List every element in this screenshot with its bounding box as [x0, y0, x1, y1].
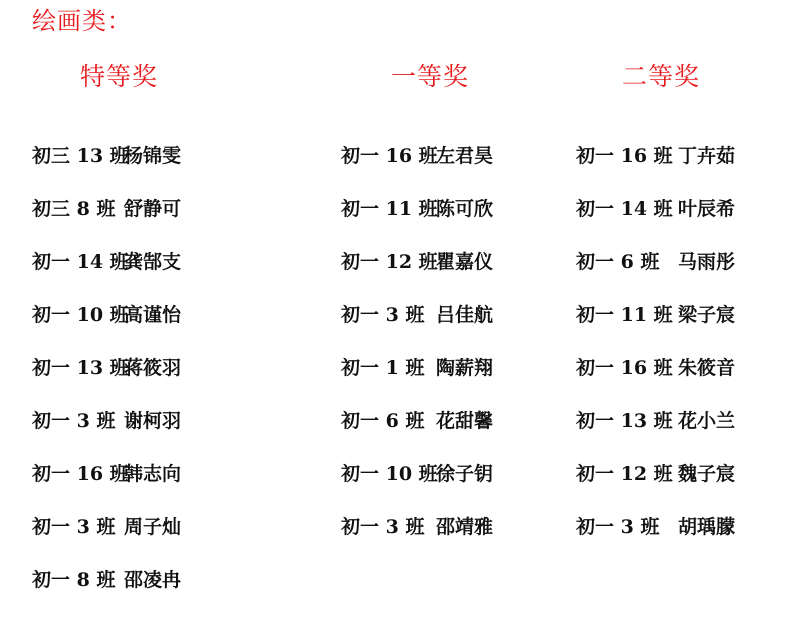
student-name: 周子灿	[124, 516, 182, 538]
winner-entry	[576, 142, 736, 195]
class-label: 初一 11 班	[341, 198, 438, 220]
student-name: 舒静可	[124, 198, 182, 220]
class-label: 初一 10 班	[32, 304, 129, 326]
student-name: 谢柯羽	[124, 410, 182, 432]
winner-entry	[341, 407, 494, 460]
student-name: 杨锦雯	[124, 145, 182, 167]
student-name: 瞿嘉仪	[436, 251, 494, 273]
student-name: 高谨怡	[124, 304, 182, 326]
class-label: 初一 3 班	[341, 516, 425, 538]
class-label: 初三 13 班	[32, 145, 129, 167]
winner-entry	[576, 195, 736, 248]
student-name: 吕佳航	[436, 304, 494, 326]
class-label: 初一 6 班	[341, 410, 425, 432]
winner-entry	[32, 142, 182, 195]
winner-entry	[341, 513, 494, 566]
winner-entry	[341, 301, 494, 354]
winner-entry	[32, 301, 182, 354]
winner-entry	[576, 460, 736, 513]
class-label: 初一 12 班	[576, 463, 673, 485]
class-label: 初一 16 班	[576, 145, 673, 167]
class-label: 初一 3 班	[341, 304, 425, 326]
class-label: 初一 16 班	[32, 463, 129, 485]
winner-entry	[576, 301, 736, 354]
winner-entry	[341, 142, 494, 195]
student-name: 胡瑀朦	[678, 516, 736, 538]
student-name: 陈可欣	[436, 198, 494, 220]
class-label: 初三 8 班	[32, 198, 116, 220]
winner-entry	[32, 407, 182, 460]
class-label: 初一 3 班	[32, 516, 116, 538]
winner-entry	[32, 354, 182, 407]
student-name: 左君昊	[436, 145, 494, 167]
class-label: 初一 14 班	[576, 198, 673, 220]
winner-entry	[32, 513, 182, 566]
winner-entry	[576, 407, 736, 460]
award-header-special: 特等奖	[80, 62, 159, 91]
category-title: 绘画类：	[32, 7, 132, 35]
award-header-second: 二等奖	[622, 62, 701, 91]
winner-entry	[576, 354, 736, 407]
student-name: 陶薪翔	[436, 357, 494, 379]
class-label: 初一 11 班	[576, 304, 673, 326]
student-name: 梁子宸	[678, 304, 736, 326]
class-label: 初一 13 班	[32, 357, 129, 379]
student-name: 龚郜支	[124, 251, 182, 273]
class-label: 初一 6 班	[576, 251, 660, 273]
class-label: 初一 3 班	[32, 410, 116, 432]
winner-list-second	[576, 142, 736, 566]
class-label: 初一 3 班	[576, 516, 660, 538]
student-name: 丁卉茹	[678, 145, 736, 167]
student-name: 蒋筱羽	[124, 357, 182, 379]
student-name: 邵靖雅	[436, 516, 494, 538]
student-name: 花小兰	[678, 410, 736, 432]
class-label: 初一 10 班	[341, 463, 438, 485]
class-label: 初一 16 班	[341, 145, 438, 167]
student-name: 朱筱音	[678, 357, 736, 379]
winner-entry	[32, 566, 182, 619]
class-label: 初一 1 班	[341, 357, 425, 379]
class-label: 初一 8 班	[32, 569, 116, 591]
student-name: 马雨彤	[678, 251, 736, 273]
winner-entry	[341, 248, 494, 301]
class-label: 初一 14 班	[32, 251, 129, 273]
winner-entry	[32, 195, 182, 248]
class-label: 初一 12 班	[341, 251, 438, 273]
award-header-first: 一等奖	[391, 62, 470, 91]
student-name: 徐子钥	[436, 463, 494, 485]
winner-entry	[341, 195, 494, 248]
winner-entry	[32, 248, 182, 301]
student-name: 韩志向	[124, 463, 182, 485]
winner-entry	[32, 460, 182, 513]
class-label: 初一 13 班	[576, 410, 673, 432]
student-name: 花甜馨	[436, 410, 494, 432]
winner-list-special	[32, 142, 182, 619]
winner-entry	[341, 460, 494, 513]
class-label: 初一 16 班	[576, 357, 673, 379]
winner-entry	[341, 354, 494, 407]
winner-entry	[576, 513, 736, 566]
student-name: 邵凌冉	[124, 569, 182, 591]
student-name: 叶辰希	[678, 198, 736, 220]
winner-list-first	[341, 142, 494, 566]
winner-entry	[576, 248, 736, 301]
student-name: 魏子宸	[678, 463, 736, 485]
